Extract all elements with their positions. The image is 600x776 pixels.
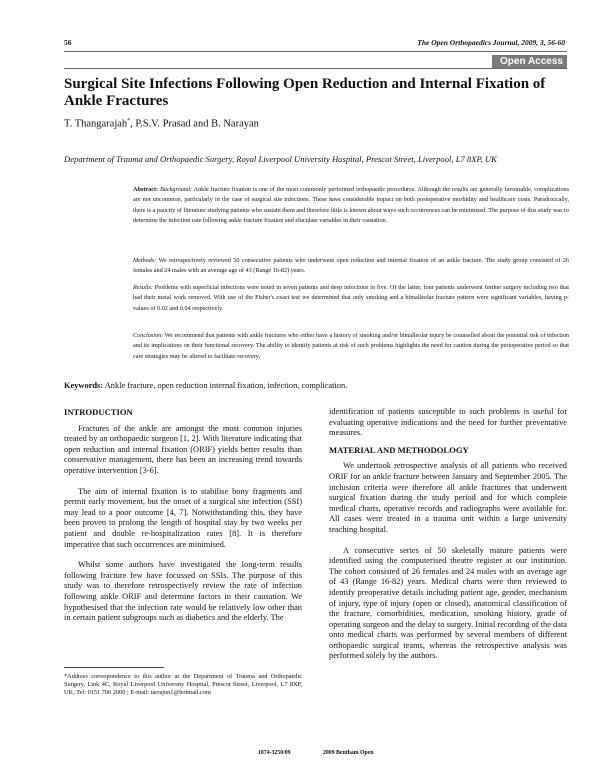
intro-continuation: identification of patients susceptible to such problems is useful for evaluating operative indications and the need for further preventative measures.	[329, 407, 567, 438]
correspondence-footnote: *Address correspondence to this author at the Department of Trauma and Orthopaedic Surgery, Link 4C, Royal Liverpool University Hospital, Prescot Street, Liverpool, L7 8XP, UK; Tel: 0151 706 2000 ; E-mail: tarrajon1@hotmail.com	[64, 673, 302, 697]
open-access-badge: Open Access	[492, 55, 567, 68]
page-number: 56	[64, 38, 72, 47]
intro-paragraph: The aim of internal fixation is to stabilise bony fragments and permit early movement, but the onset of a surgical site infection (SSI) may lead to a poor outcome [4, 7]. Notwithstanding this, they have been proven to prolong the length of hospital stay by two weeks per patient and double re-hospitalization rates [8]. It is therefore imperative that such occurrences are minimised.	[64, 486, 302, 549]
background-text: Ankle fracture fixation is one of the most commonly performed orthopaedic procedures. Although the results are generally favourable, complications are not uncommon, particularly in the case of surgical site infections. These have considerable impact on both postoperative morbidity and healthcare costs. Paradoxically, there is a paucity of literature studying patients who sustain them and therefore little is known about ways such occurrences can be minimised. The purpose of this study was to determine the infection rate following ankle fracture fixation and elucidate variables in their causation.	[133, 186, 569, 225]
header-rule-lower	[64, 68, 567, 69]
methods-paragraph: A consecutive series of 50 skeletally mature patients were identified using the computerised theatre register at our institution. The cohort consisted of 26 females and 24 males with an average age of 43 (Range 16-82) years. Medical charts were then reviewed to identify preoperative details including patient age, gender, mechanism of injury, type of injury (open or closed), anatomical classification of the fracture, comorbidities, medication, smoking history, grade of operating surgeon and the delay to surgery. Initial recording of the data onto medical charts was performed by several members of different orthopaedic surgical teams, whereas the retrospective analysis was performed solely by the authors.	[329, 545, 567, 661]
article-title: Surgical Site Infections Following Open Reduction and Internal Fixation of Ankle Fractures	[64, 76, 546, 109]
abstract-results	[133, 283, 569, 314]
introduction-heading: INTRODUCTION	[64, 407, 133, 417]
conclusion-label: Conclusion:	[133, 332, 164, 339]
keywords	[64, 381, 569, 390]
keywords-text: Ankle fracture, open reduction internal fixation, infection, complication.	[104, 381, 348, 390]
methods-label: Methods:	[133, 257, 157, 264]
first-author: T. Thangarajah	[64, 118, 128, 130]
methods-paragraph: We undertook retrospective analysis of all patients who received ORIF for an ankle fracture between January and September 2005. The inclusion criteria were therefore all ankle fractures that underwent surgical fixation during the study period and for which complete medical charts, operative records and radiographs were available for. All cases were treated in a trauma unit within a large university teaching hospital.	[329, 461, 567, 534]
right-column	[329, 407, 567, 672]
header-rule	[64, 51, 567, 52]
abstract-methods	[133, 256, 569, 277]
author-list	[64, 118, 259, 130]
results-label: Results:	[133, 284, 153, 291]
conclusion-text: We recommend that patients with ankle fractures who either have a history of smoking and/or bimalleolar injury be counselled about the potential risk of infection and its implications on their functional recovery. The ability to identify patients at risk of such problems highlights the need for caution during the perioperative period so that care strategies may be altered to facilitate recovery.	[133, 332, 570, 360]
background-label: Background:	[159, 186, 193, 193]
publisher: 2009 Bentham Open	[323, 750, 374, 756]
left-column	[64, 407, 302, 634]
other-authors: , P.S.V. Prasad and B. Narayan	[130, 118, 259, 130]
corresponding-mark: *	[127, 118, 131, 124]
footnote-rule	[64, 667, 164, 668]
intro-paragraph: Whilst some authors have investigated the long-term results following fracture few have focussed on SSIs. The purpose of this study was to therefore retrospectively review the rate of infection following ankle ORIF and determine factors in their causation. We hypothesised that the infection rate would be relatively low other than in certain patient subgroups such as diabetics and the elderly. The	[64, 560, 302, 623]
journal-citation: The Open Orthopaedics Journal, 2009, 3, 56-60	[417, 38, 565, 47]
methodology-heading: MATERIAL AND METHODOLOGY	[329, 444, 469, 455]
abstract-label: Abstract:	[133, 186, 159, 193]
intro-paragraph: Fractures of the ankle are amongst the most common injuries treated by an orthopaedic surgeon [1, 2]. With literature indicating that open reduction and internal fixation (ORIF) yields better results than conservative management, there has been an increasing trend towards operative intervention [3-6].	[64, 423, 302, 475]
abstract-conclusion	[133, 331, 569, 362]
results-text: Problems with superficial infections were noted in seven patients and deep infections in five. Of the latter, four patients underwent further surgery including two that had their metal work removed. With use of the Fisher's exact test we determined that only smoking and a bimalleolar fracture pattern were significant variables, having p-values of 0.02 and 0.04 respectively.	[133, 284, 569, 312]
affiliation: Department of Trauma and Orthopaedic Surgery, Royal Liverpool University Hospital, Prescot Street, Liverpool, L7 8XP, UK	[64, 154, 497, 164]
keywords-label: Keywords:	[64, 381, 104, 390]
methods-text: We retrospectively reviewed 50 consecutive patients who underwent open reduction and internal fixation of an ankle fracture. The study group consisted of 26 females and 24 males with an average age of 43 (Range 16-82) years.	[133, 257, 570, 275]
issn: 1874-3250/09	[258, 750, 291, 756]
abstract-background	[133, 185, 569, 227]
